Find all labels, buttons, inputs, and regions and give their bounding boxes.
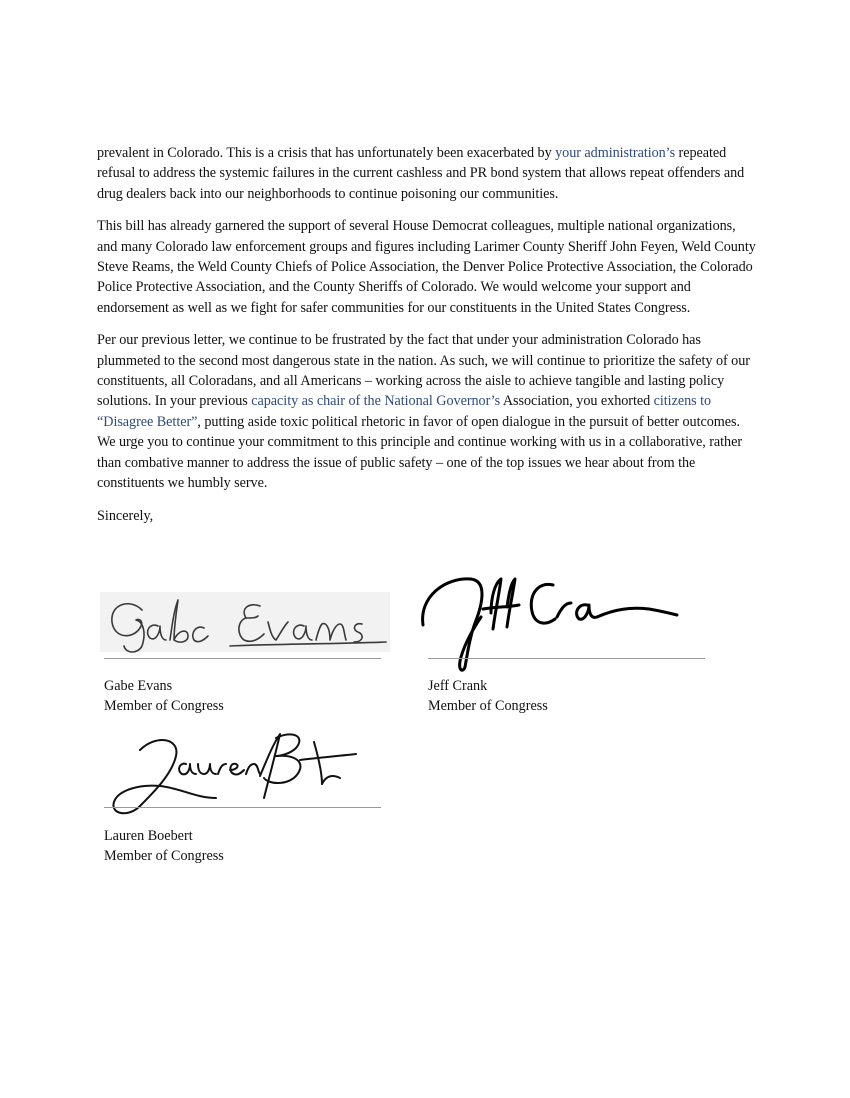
paragraph-1-text-a: prevalent in Colorado. This is a crisis that has unfortunately been exacerbated by bbox=[97, 145, 556, 161]
signature-line-2 bbox=[428, 658, 705, 659]
signatory-name-2: Jeff Crank bbox=[428, 678, 488, 694]
signatory-name-3: Lauren Boebert bbox=[104, 828, 193, 844]
closing-salutation: Sincerely, bbox=[97, 507, 154, 524]
governor-association-link-text: capacity as chair of the National Governor’s bbox=[251, 393, 501, 410]
gabe-evans-signature bbox=[100, 588, 390, 658]
signatory-title-1: Member of Congress bbox=[104, 698, 224, 714]
signatory-name-1: Gabe Evans bbox=[104, 678, 173, 694]
administration-link-text: your administration’s bbox=[555, 145, 676, 161]
paragraph-3-text-b: Association, you exhorted bbox=[500, 393, 654, 410]
paragraph-3 bbox=[97, 330, 757, 493]
paragraph-3-text-a: Per our previous letter, we continue to be frustrated by the fact that under your administration Colorado has plummeted to the second most dangerous state in the nation. As such, we will continue to prioritize the safety of our constituents, all Coloradans, and all Americans – working across the aisle to achieve tangible and lasting policy solutions. In your previous bbox=[97, 332, 750, 410]
paragraph-1-text-b: repeated refusal to address the systemic failures in the current cashless and PR bond system that allows repeat offenders and drug dealers back into our neighborhoods to continue poisoning our communities. bbox=[97, 145, 745, 202]
paragraph-2: This bill has already garnered the support of several House Democrat colleagues, multiple national organizations, and many Colorado law enforcement groups and figures including Larimer County Sheriff John Feyen, Weld County Steve Reams, the Weld County Chiefs of Police Association, the Denver Police Protective Association, the Colorado Police Protective Association, and the County Sheriffs of Colorado. We would welcome your support and endorsement as well as we fight for safer communities for our constituents in the United States Congress. bbox=[97, 218, 756, 316]
jeff-crank-signature bbox=[415, 567, 685, 677]
signature-line-3 bbox=[104, 807, 381, 808]
signatory-title-3: Member of Congress bbox=[104, 848, 224, 864]
signature-line-1 bbox=[104, 658, 381, 659]
paragraph-1 bbox=[97, 143, 757, 204]
paragraph-3-text-c: , putting aside toxic political rhetoric in favor of open dialogue in the pursuit of better outcomes. We urge you to continue your commitment to this principle and continue working with us in a collaborative, rather than combative manner to address the issue of public safety – one of the top issues we hear about from the constituents we humbly serve. bbox=[97, 413, 743, 492]
letter-body bbox=[97, 143, 757, 526]
disagree-better-link-text: citizens to “Disagree Better” bbox=[97, 393, 712, 430]
signatory-title-2: Member of Congress bbox=[428, 698, 548, 714]
